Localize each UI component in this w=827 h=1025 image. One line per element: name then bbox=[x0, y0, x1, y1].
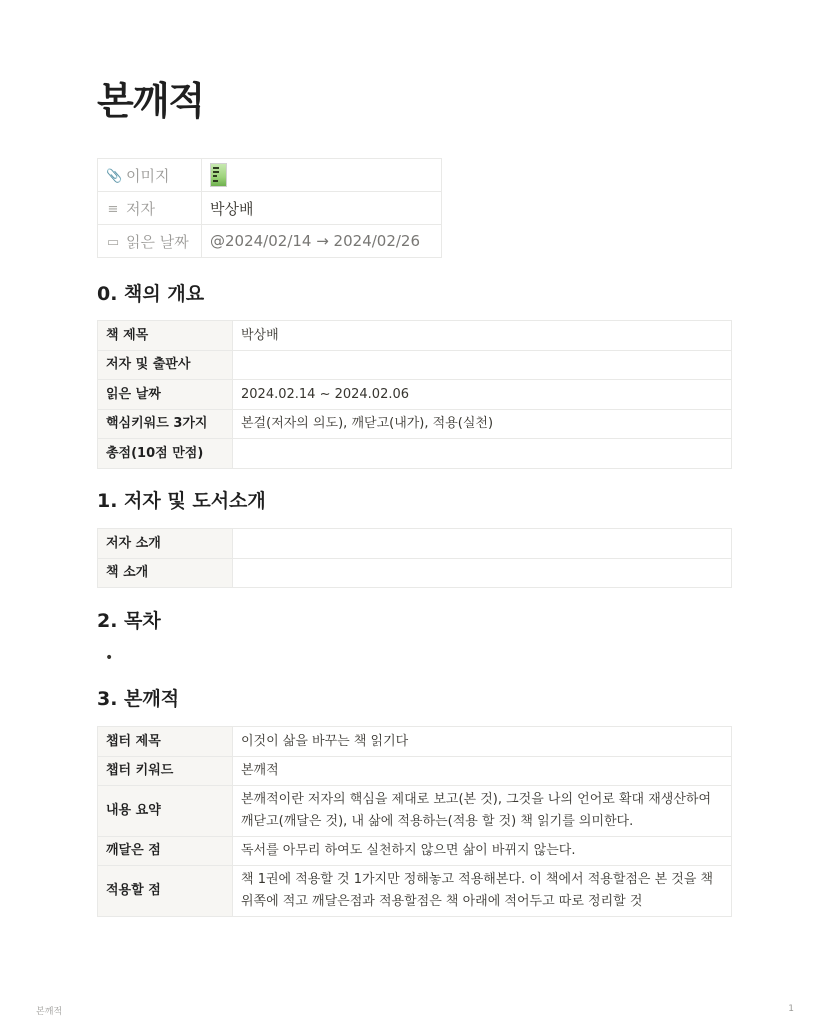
property-key-author bbox=[98, 192, 202, 225]
table-key: 저자 소개 bbox=[98, 529, 233, 559]
table-value[interactable] bbox=[233, 351, 732, 380]
property-label-author: 저자 bbox=[126, 199, 155, 218]
table-key: 저자 및 출판사 bbox=[98, 351, 233, 380]
table-row bbox=[98, 786, 732, 837]
table-value[interactable]: 2024.02.14 ~ 2024.02.06 bbox=[233, 380, 732, 410]
table-value[interactable]: 본깨적이란 저자의 핵심을 제대로 보고(본 것), 그것을 나의 언어로 확대 재생산하여 깨닫고(깨달은 것), 내 삶에 적용하는(적용 할 것) 책 읽기를 의미한다. bbox=[233, 786, 732, 837]
table-row bbox=[98, 439, 732, 469]
section-heading-author-book: 1. 저자 및 도서소개 bbox=[97, 490, 266, 512]
footer-page-number: 1 bbox=[788, 1004, 794, 1014]
section-heading-overview: 0. 책의 개요 bbox=[97, 283, 205, 305]
section-heading-toc: 2. 목차 bbox=[97, 610, 161, 632]
table-value[interactable]: 박상배 bbox=[233, 321, 732, 351]
property-value-date[interactable]: @2024/02/14 → 2024/02/26 bbox=[202, 225, 442, 258]
property-key-date bbox=[98, 225, 202, 258]
table-value[interactable]: 독서를 아무리 하여도 실천하지 않으면 삶이 바뀌지 않는다. bbox=[233, 837, 732, 866]
property-label-image: 이미지 bbox=[126, 166, 170, 185]
table-row bbox=[98, 321, 732, 351]
table-key: 책 소개 bbox=[98, 559, 233, 588]
table-key: 총점(10점 만점) bbox=[98, 439, 233, 469]
table-key: 핵심키워드 3가지 bbox=[98, 410, 233, 439]
table-row bbox=[98, 757, 732, 786]
table-row bbox=[98, 866, 732, 917]
footer-document-title: 본깨적 bbox=[36, 1007, 63, 1017]
text-lines-icon: ≡ bbox=[107, 201, 119, 217]
property-value-image[interactable] bbox=[202, 159, 442, 192]
table-key: 깨달은 점 bbox=[98, 837, 233, 866]
table-key: 읽은 날짜 bbox=[98, 380, 233, 410]
overview-table bbox=[97, 320, 732, 469]
table-key: 적용할 점 bbox=[98, 866, 233, 917]
property-row-image[interactable] bbox=[98, 159, 442, 192]
calendar-icon: ▭ bbox=[106, 234, 120, 250]
table-key: 내용 요약 bbox=[98, 786, 233, 837]
table-row bbox=[98, 837, 732, 866]
page-title: 본깨적 bbox=[97, 79, 205, 123]
table-row bbox=[98, 727, 732, 757]
table-key: 책 제목 bbox=[98, 321, 233, 351]
section-heading-bonkkaejeok: 3. 본깨적 bbox=[97, 688, 180, 710]
property-row-date[interactable] bbox=[98, 225, 442, 258]
table-row bbox=[98, 529, 732, 559]
paperclip-icon: 📎 bbox=[106, 168, 123, 184]
table-value[interactable]: 이것이 삶을 바꾸는 책 읽기다 bbox=[233, 727, 732, 757]
table-row bbox=[98, 410, 732, 439]
table-value[interactable]: 책 1권에 적용할 것 1가지만 정해놓고 적용해본다. 이 책에서 적용할점은 본 것을 책 위쪽에 적고 깨달은점과 적용할점은 책 아래에 적어두고 따로 정리할 것 bbox=[233, 866, 732, 917]
table-value[interactable]: 본걸(저자의 의도), 깨닫고(내가), 적용(실천) bbox=[233, 410, 732, 439]
properties-table bbox=[97, 158, 442, 258]
table-row bbox=[98, 351, 732, 380]
table-row bbox=[98, 380, 732, 410]
bullet-list-item[interactable]: • bbox=[105, 650, 114, 666]
property-value-author[interactable]: 박상배 bbox=[202, 192, 442, 225]
property-row-author[interactable] bbox=[98, 192, 442, 225]
table-value[interactable]: 본깨적 bbox=[233, 757, 732, 786]
bonkkaejeok-table bbox=[97, 726, 732, 917]
author-book-table bbox=[97, 528, 732, 588]
table-value[interactable] bbox=[233, 529, 732, 559]
table-value[interactable] bbox=[233, 559, 732, 588]
property-label-date: 읽은 날짜 bbox=[126, 232, 189, 251]
table-key: 챕터 제목 bbox=[98, 727, 233, 757]
table-key: 챕터 키워드 bbox=[98, 757, 233, 786]
table-row bbox=[98, 559, 732, 588]
book-cover-thumbnail[interactable] bbox=[210, 163, 227, 187]
property-key-image bbox=[98, 159, 202, 192]
table-value[interactable] bbox=[233, 439, 732, 469]
